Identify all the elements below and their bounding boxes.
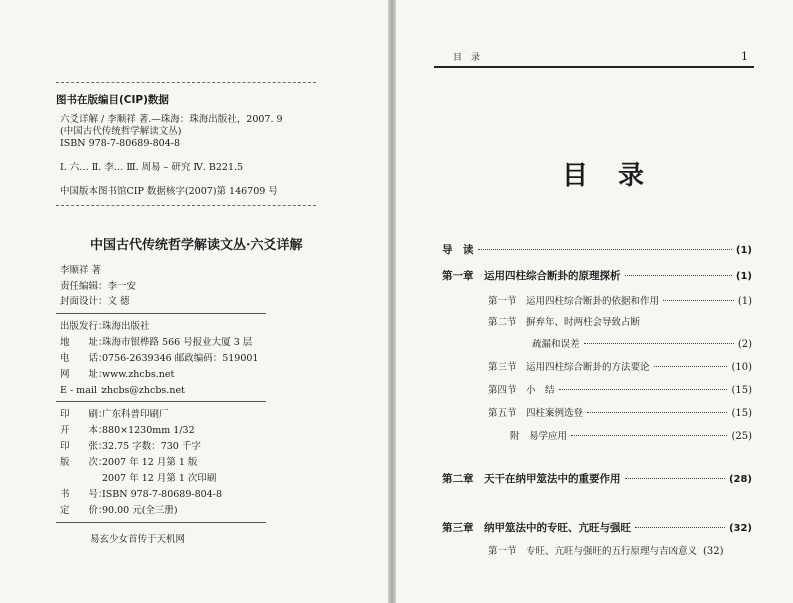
cip-verify-line: 中国版本图书馆CIP 数据核字(2007)第 146709 号 <box>60 186 278 197</box>
editor-line: 责任编辑：李一安 <box>60 281 137 292</box>
toc-entry-ch1-sec2-cont[interactable]: 疏漏和误差 (2) <box>532 339 752 350</box>
copyright-page <box>0 0 388 603</box>
contents-title: 目 录 <box>562 161 647 191</box>
cip-line-1: 六爻详解 / 李顺祥 著.—珠海：珠海出版社，2007. 9 <box>60 114 283 125</box>
toc-entry-chapter-1[interactable]: 第一章 运用四柱综合断卦的原理探析 (1) <box>442 270 752 282</box>
dot-leader <box>559 389 728 390</box>
contents-page <box>396 0 793 603</box>
phone-row: 电 话：0756-2639346 邮政编码：519001 <box>60 353 259 364</box>
cip-line-2: (中国古代传统哲学解读文丛) <box>60 126 182 137</box>
toc-entry-ch1-sec1[interactable]: 第一节 运用四柱综合断卦的依据和作用 (1) <box>488 296 752 307</box>
email-row: E - mail ：zhcbs@zhcbs.net <box>60 385 185 396</box>
rule-1 <box>56 313 266 314</box>
edition-row: 版 次：2007 年 12 月第 1 版 <box>60 457 198 468</box>
dot-leader <box>625 275 732 276</box>
address-row: 地 址：珠海市银桦路 566 号报业大厦 3 层 <box>60 337 253 348</box>
dot-leader <box>654 366 728 367</box>
toc-entry-ch1-sec5[interactable]: 第五节 四柱案例选登 (15) <box>488 408 752 419</box>
dot-leader <box>478 249 732 250</box>
header-rule <box>434 66 754 68</box>
dot-leader <box>571 435 727 436</box>
dot-leader <box>625 478 725 479</box>
toc-entry-chapter-3[interactable]: 第三章 纳甲筮法中的专旺、亢旺与强旺 (32) <box>442 522 752 534</box>
running-header-page-number: 1 <box>741 50 748 63</box>
format-row: 开 本：880×1230mm 1/32 <box>60 425 195 436</box>
cover-design-line: 封面设计：文 德 <box>60 296 130 307</box>
dot-leader <box>584 343 734 344</box>
dot-leader <box>635 527 725 528</box>
cip-title: 图书在版编目(CIP)数据 <box>56 94 169 106</box>
toc-entry-ch1-appendix[interactable]: 附 易学应用 (25) <box>510 431 752 442</box>
toc-entry-ch1-sec4[interactable]: 第四节 小 结 (15) <box>488 385 752 396</box>
printer-row: 印 刷：广东科普印刷厂 <box>60 409 169 420</box>
isbn-row: 书 号：ISBN 978-7-80689-804-8 <box>60 489 222 500</box>
classification-line: Ⅰ. 六… Ⅱ. 李… Ⅲ. 周易 – 研究 Ⅳ. B221.5 <box>60 162 244 173</box>
toc-entry-ch3-sec1[interactable]: 第一节 专旺、亢旺与强旺的五行原理与吉凶意义 (32) <box>488 546 724 557</box>
toc-entry-ch1-sec3[interactable]: 第三节 运用四柱综合断卦的方法要论 (10) <box>488 362 752 373</box>
toc-entry-intro[interactable]: 导 读 (1) <box>442 244 752 256</box>
website-row: 网 址：www.zhcbs.net <box>60 369 175 380</box>
rule-2 <box>56 401 266 402</box>
book-title: 中国古代传统哲学解读文丛·六爻详解 <box>90 238 303 253</box>
price-row: 定 价：90.00 元(全三册) <box>60 505 178 516</box>
printing-row: 2007 年 12 月第 1 次印刷 <box>102 473 217 484</box>
cip-line-3: ISBN 978-7-80689-804-8 <box>60 138 180 149</box>
dashed-divider-bottom <box>56 205 316 206</box>
toc-entry-chapter-2[interactable]: 第二章 天干在纳甲筮法中的重要作用 (28) <box>442 473 752 485</box>
sheets-row: 印 张：32.75 字数：730 千字 <box>60 441 201 452</box>
toc-entry-ch1-sec2[interactable]: 第二节 摒弃年、时两柱会导致占断 <box>488 317 641 328</box>
dashed-divider-top <box>56 82 316 83</box>
book-spine-gutter <box>388 0 396 603</box>
dot-leader <box>663 300 734 301</box>
rule-3 <box>56 522 266 523</box>
running-header-label: 目 录 <box>453 53 481 63</box>
author-line: 李顺祥 著 <box>60 265 102 276</box>
publisher-row: 出版发行：珠海出版社 <box>60 321 150 332</box>
footer-note: 易玄少女首传于天机网 <box>90 534 186 545</box>
dot-leader <box>587 412 727 413</box>
